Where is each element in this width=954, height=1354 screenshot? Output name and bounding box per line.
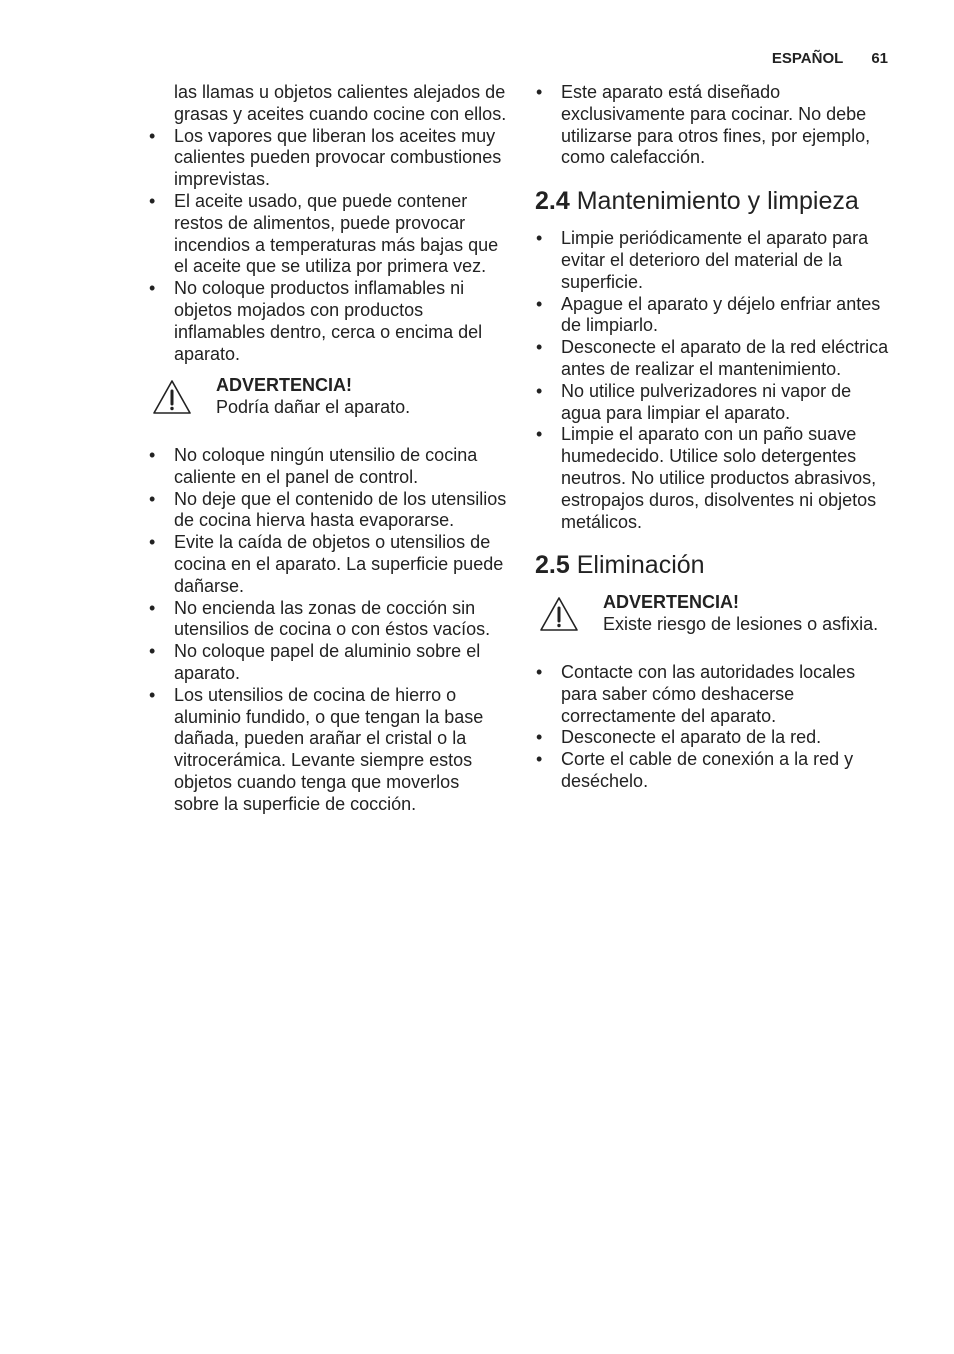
- intro-continuation: las llamas u objetos calientes alejados de grasas y aceites cuando cocine con ellos.: [174, 82, 507, 124]
- list-item: • Este aparato está diseñado exclusivamente para cocinar. No debe utilizarse para otros fines, por ejemplo, como calefacción.: [535, 82, 895, 169]
- list-item: • Corte el cable de conexión a la red y deséchelo.: [535, 749, 895, 793]
- page-number: 61: [871, 50, 888, 67]
- list-item: • Contacte con las autoridades locales para saber cómo deshacerse correctamente del aparato.: [535, 662, 895, 727]
- warning-block: [152, 375, 508, 419]
- list-item: • No coloque papel de aluminio sobre el aparato.: [148, 641, 508, 685]
- section-title-text: Mantenimiento y limpieza: [576, 187, 859, 216]
- list-item: • El aceite usado, que puede contener restos de alimentos, puede provocar incendios a temperaturas más bajas que el aceite que se utiliza por primera vez.: [148, 191, 508, 278]
- list-item: • Apague el aparato y déjelo enfriar antes de limpiarlo.: [535, 294, 895, 338]
- list-item: • Desconecte el aparato de la red.: [535, 727, 895, 749]
- warning-text: Podría dañar el aparato.: [216, 397, 411, 418]
- section-number: 2.4: [535, 187, 570, 216]
- usage-list: [535, 82, 895, 169]
- warning-text: Existe riesgo de lesiones o asfixia.: [603, 614, 879, 635]
- list-item: • No encienda las zonas de cocción sin utensilios de cocina o con éstos vacíos.: [148, 598, 508, 642]
- left-column: [148, 82, 508, 816]
- list-item: • No utilice pulverizadores ni vapor de agua para limpiar el aparato.: [535, 381, 895, 425]
- list-item: • Los vapores que liberan los aceites muy calientes pueden provocar combustiones imprevistas.: [148, 126, 508, 191]
- maintenance-list: [535, 228, 895, 533]
- list-item: • No coloque productos inflamables ni objetos mojados con productos inflamables dentro, cerca o encima del aparato.: [148, 278, 508, 365]
- right-column: [535, 82, 895, 793]
- list-item: • Desconecte el aparato de la red eléctrica antes de realizar el mantenimiento.: [535, 337, 895, 381]
- page-header: [772, 50, 888, 67]
- section-heading-maintenance: [535, 186, 895, 216]
- list-item: • No deje que el contenido de los utensilios de cocina hierva hasta evaporarse.: [148, 489, 508, 533]
- safety-list-a: [148, 126, 508, 366]
- warning-title: ADVERTENCIA!: [603, 592, 740, 613]
- warning-triangle-icon: [539, 596, 579, 632]
- list-item: • Limpie el aparato con un paño suave humedecido. Utilice solo detergentes neutros. No utilice productos abrasivos, estropajos duros, disolventes ni objetos metálicos.: [535, 424, 895, 533]
- list-item: • Evite la caída de objetos o utensilios de cocina en el aparato. La superficie puede dañarse.: [148, 532, 508, 597]
- disposal-list: [535, 662, 895, 793]
- section-number: 2.5: [535, 551, 570, 580]
- warning-block: [539, 592, 895, 636]
- warning-triangle-icon: [152, 379, 192, 415]
- list-item: • No coloque ningún utensilio de cocina caliente en el panel de control.: [148, 445, 508, 489]
- section-title-text: Eliminación: [576, 551, 705, 580]
- list-item: • Los utensilios de cocina de hierro o aluminio fundido, o que tengan la base dañada, pueden arañar el cristal o la vitrocerámica. Levante siempre estos objetos cuando tenga que moverlos sobre la superficie de cocción.: [148, 685, 508, 816]
- warning-title: ADVERTENCIA!: [216, 375, 353, 396]
- language-label: ESPAÑOL: [771, 50, 844, 67]
- list-item: • Limpie periódicamente el aparato para evitar el deterioro del material de la superficie.: [535, 228, 895, 293]
- safety-list-b: [148, 445, 508, 816]
- section-heading-disposal: [535, 550, 895, 580]
